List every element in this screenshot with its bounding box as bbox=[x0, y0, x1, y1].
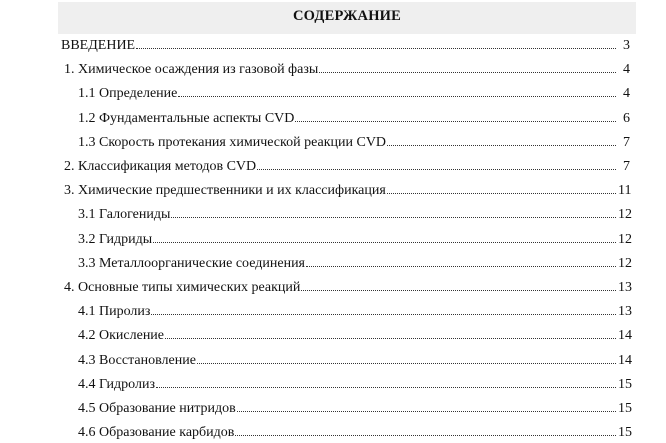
dot-leader bbox=[387, 192, 616, 194]
toc-entry-title: 4.3 Восстановление bbox=[78, 352, 196, 368]
toc-entry-page-number: 7 bbox=[623, 134, 630, 150]
dot-leader bbox=[295, 120, 616, 122]
toc-entry-page-number: 15 bbox=[618, 376, 632, 392]
toc-entry-title: 4.4 Гидролиз bbox=[78, 376, 155, 392]
toc-entry-title: 3.2 Гидриды bbox=[78, 231, 153, 247]
page-title: СОДЕРЖАНИЕ bbox=[292, 8, 402, 24]
toc-entry[interactable] bbox=[78, 109, 630, 129]
dot-leader bbox=[319, 71, 616, 73]
toc-entry[interactable] bbox=[78, 84, 630, 104]
toc-entry-page-number: 4 bbox=[623, 86, 630, 102]
toc-entry[interactable] bbox=[78, 133, 630, 153]
toc-entry-title: 1.2 Фундаментальные аспекты CVD bbox=[78, 110, 295, 126]
toc-entry[interactable] bbox=[78, 399, 630, 419]
toc-entry-page-number: 12 bbox=[618, 255, 632, 271]
toc-entry-title: 4.1 Пиролиз bbox=[78, 304, 151, 320]
toc-entry-page-number: 13 bbox=[618, 304, 632, 320]
dot-leader bbox=[165, 337, 616, 339]
dot-leader bbox=[237, 410, 616, 412]
dot-leader bbox=[151, 313, 616, 315]
dot-leader bbox=[387, 144, 616, 146]
toc-entry-title: 4.6 Образование карбидов bbox=[78, 425, 235, 441]
toc-entry-title: 1.1 Определение bbox=[78, 86, 178, 102]
toc-entry-page-number: 4 bbox=[623, 62, 630, 78]
dot-leader bbox=[301, 289, 616, 291]
dot-leader bbox=[136, 47, 616, 49]
toc-entry-page-number: 3 bbox=[623, 38, 630, 53]
toc-entry[interactable] bbox=[78, 351, 630, 371]
toc-entry-title: 4.5 Образование нитридов bbox=[78, 401, 236, 416]
toc-entry-title: 4.2 Окисление bbox=[78, 328, 165, 344]
toc-entry[interactable] bbox=[78, 205, 630, 225]
dot-leader bbox=[153, 241, 616, 243]
dot-leader bbox=[257, 168, 616, 170]
dot-leader bbox=[197, 362, 616, 364]
toc-entry-page-number: 6 bbox=[623, 110, 630, 126]
toc-entry-page-number: 15 bbox=[618, 401, 632, 416]
toc-entry-page-number: 15 bbox=[618, 425, 632, 441]
dot-leader bbox=[306, 265, 616, 267]
toc-entry[interactable] bbox=[78, 302, 630, 322]
toc-entry-page-number: 14 bbox=[618, 328, 632, 344]
toc-entry-page-number: 14 bbox=[618, 352, 632, 368]
toc-entry-page-number: 11 bbox=[618, 183, 632, 199]
dot-leader bbox=[171, 216, 616, 218]
toc-entry-page-number: 12 bbox=[618, 231, 632, 247]
toc-entry[interactable] bbox=[78, 375, 630, 395]
toc-entry-title: 2. Классификация методов CVD bbox=[64, 159, 257, 174]
toc-entry[interactable] bbox=[78, 423, 630, 443]
toc-entry-page-number: 13 bbox=[618, 280, 632, 295]
toc-entry[interactable] bbox=[64, 60, 630, 80]
toc-entry-title: 3.1 Галогениды bbox=[78, 207, 171, 223]
toc-entry-title: ВВЕДЕНИЕ bbox=[61, 38, 136, 53]
dot-leader bbox=[156, 386, 616, 388]
toc-entry-page-number: 12 bbox=[618, 207, 632, 223]
toc-entry[interactable] bbox=[78, 254, 630, 274]
toc-entry-page-number: 7 bbox=[623, 159, 630, 174]
dot-leader bbox=[178, 95, 616, 97]
toc-entry-title: 1.3 Скорость протекания химической реакции CVD bbox=[78, 134, 387, 150]
toc-entry[interactable] bbox=[64, 157, 630, 177]
toc-entry[interactable] bbox=[64, 278, 630, 298]
toc-entry[interactable] bbox=[78, 326, 630, 346]
toc-entry[interactable] bbox=[78, 230, 630, 250]
dot-leader bbox=[235, 434, 616, 436]
toc-entry-title: 4. Основные типы химических реакций bbox=[64, 280, 301, 295]
toc-entry-title: 3.3 Металлоорганические соединения bbox=[78, 255, 306, 271]
toc-entry-title: 1. Химическое осаждения из газовой фазы bbox=[64, 62, 319, 78]
document-page bbox=[58, 0, 638, 441]
toc-entry[interactable] bbox=[61, 36, 630, 56]
toc-entry-title: 3. Химические предшественники и их классификация bbox=[64, 183, 386, 199]
toc-entry[interactable] bbox=[64, 181, 630, 201]
